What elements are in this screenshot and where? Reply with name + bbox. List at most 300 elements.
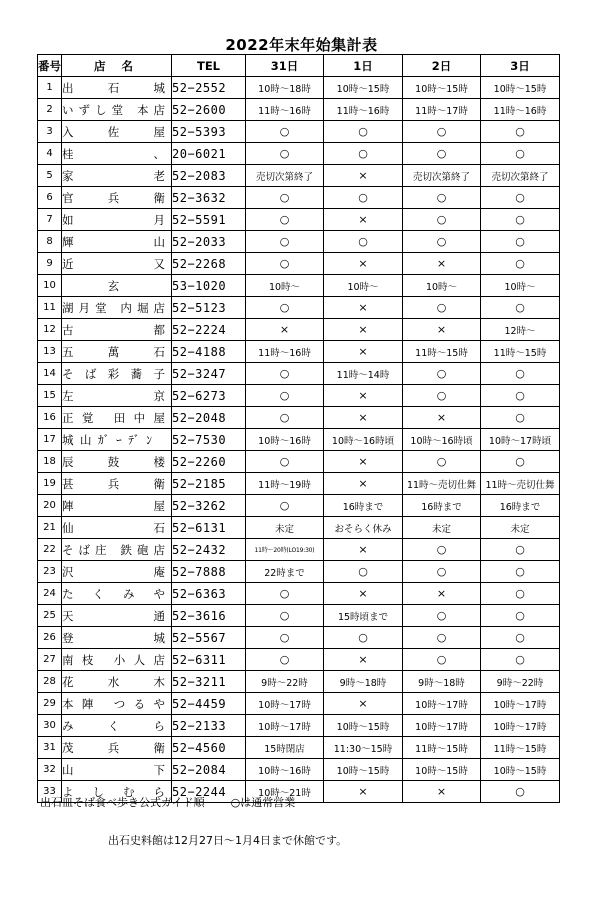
hours-d2: ○ bbox=[403, 121, 481, 143]
store-name bbox=[62, 231, 172, 253]
row-number: 31 bbox=[38, 737, 62, 759]
hours-d3: 10時〜17時頃 bbox=[481, 429, 560, 451]
hours-d3: ○ bbox=[481, 253, 560, 275]
store-tel: 20−6021 bbox=[172, 143, 246, 165]
hours-d2: 10時〜16時頃 bbox=[403, 429, 481, 451]
hours-d2: 11時〜売切仕舞 bbox=[403, 473, 481, 495]
hours-d3: 16時まで bbox=[481, 495, 560, 517]
store-name bbox=[62, 539, 172, 561]
row-number: 9 bbox=[38, 253, 62, 275]
row-number: 13 bbox=[38, 341, 62, 363]
store-name-text: 城山ｶﾞｰﾃﾞﾝ bbox=[62, 432, 159, 447]
row-number: 30 bbox=[38, 715, 62, 737]
hours-d31: ○ bbox=[246, 297, 324, 319]
hours-d1: × bbox=[324, 781, 403, 803]
row-number: 21 bbox=[38, 517, 62, 539]
table-row bbox=[38, 143, 560, 165]
store-tel: 52−5123 bbox=[172, 297, 246, 319]
store-tel: 52−2224 bbox=[172, 319, 246, 341]
store-tel: 52−2552 bbox=[172, 77, 246, 99]
hours-d3: ○ bbox=[481, 121, 560, 143]
hours-d2: 10時〜17時 bbox=[403, 693, 481, 715]
hours-d3: 11時〜15時 bbox=[481, 341, 560, 363]
table-row bbox=[38, 539, 560, 561]
hours-d31: 売切次第終了 bbox=[246, 165, 324, 187]
header-day-3: 3日 bbox=[481, 55, 560, 77]
row-number: 11 bbox=[38, 297, 62, 319]
hours-d31: ○ bbox=[246, 231, 324, 253]
hours-d3: ○ bbox=[481, 605, 560, 627]
hours-d2: 9時〜18時 bbox=[403, 671, 481, 693]
store-tel: 52−3616 bbox=[172, 605, 246, 627]
hours-d3: ○ bbox=[481, 649, 560, 671]
table-row bbox=[38, 187, 560, 209]
row-number: 12 bbox=[38, 319, 62, 341]
row-number: 8 bbox=[38, 231, 62, 253]
hours-d2: 10時〜15時 bbox=[403, 77, 481, 99]
hours-d2: 16時まで bbox=[403, 495, 481, 517]
hours-d31: 11時〜16時 bbox=[246, 99, 324, 121]
store-tel: 52−2048 bbox=[172, 407, 246, 429]
hours-d2: 10時〜 bbox=[403, 275, 481, 297]
hours-d31: × bbox=[246, 319, 324, 341]
hours-d2: 11時〜15時 bbox=[403, 341, 481, 363]
store-name-text: 南枝 小人店 bbox=[62, 652, 165, 667]
hours-d2: ○ bbox=[403, 385, 481, 407]
store-name-text: 辰鼓楼 bbox=[62, 454, 165, 469]
hours-d1: 16時まで bbox=[324, 495, 403, 517]
hours-d31: ○ bbox=[246, 253, 324, 275]
hours-d1: × bbox=[324, 165, 403, 187]
hours-d3: ○ bbox=[481, 231, 560, 253]
store-name bbox=[62, 737, 172, 759]
store-name-text: 山下 bbox=[62, 762, 165, 777]
hours-d1: × bbox=[324, 407, 403, 429]
hours-d3: 10時〜15時 bbox=[481, 759, 560, 781]
table-row bbox=[38, 165, 560, 187]
hours-d1: 10時〜15時 bbox=[324, 759, 403, 781]
store-name-text: 沢庵 bbox=[62, 564, 165, 579]
hours-d31: ○ bbox=[246, 605, 324, 627]
hours-d1: 10時〜15時 bbox=[324, 77, 403, 99]
table-row bbox=[38, 605, 560, 627]
hours-d1: ○ bbox=[324, 143, 403, 165]
store-name bbox=[62, 627, 172, 649]
table-row bbox=[38, 671, 560, 693]
store-name-text: 左京 bbox=[62, 388, 165, 403]
hours-d31: 10時〜16時 bbox=[246, 759, 324, 781]
store-tel: 52−2033 bbox=[172, 231, 246, 253]
hours-d2: ○ bbox=[403, 187, 481, 209]
header-day-2: 2日 bbox=[403, 55, 481, 77]
table-row bbox=[38, 253, 560, 275]
page-title: 2022年末年始集計表 bbox=[225, 36, 378, 54]
schedule-table bbox=[37, 54, 560, 803]
row-number: 17 bbox=[38, 429, 62, 451]
store-name bbox=[62, 99, 172, 121]
hours-d1: × bbox=[324, 451, 403, 473]
hours-d2: ○ bbox=[403, 209, 481, 231]
museum-closure-notice: 出石史料館は12月27日〜1月4日まで休館です。 bbox=[108, 834, 348, 847]
table-row bbox=[38, 473, 560, 495]
hours-d1: × bbox=[324, 649, 403, 671]
hours-d2: 10時〜15時 bbox=[403, 759, 481, 781]
store-name bbox=[62, 165, 172, 187]
store-name bbox=[62, 341, 172, 363]
store-tel: 52−2133 bbox=[172, 715, 246, 737]
hours-d2: ○ bbox=[403, 363, 481, 385]
hours-d2: × bbox=[403, 407, 481, 429]
hours-d3: 10時〜17時 bbox=[481, 693, 560, 715]
legend-note: ○は通常営業 bbox=[230, 796, 296, 809]
store-tel: 52−4188 bbox=[172, 341, 246, 363]
hours-d1: おそらく休み bbox=[324, 517, 403, 539]
store-name bbox=[62, 121, 172, 143]
hours-d3: 10時〜 bbox=[481, 275, 560, 297]
hours-d3: 12時〜 bbox=[481, 319, 560, 341]
store-name bbox=[62, 187, 172, 209]
store-tel: 52−2083 bbox=[172, 165, 246, 187]
hours-d31: ○ bbox=[246, 363, 324, 385]
hours-d3: ○ bbox=[481, 209, 560, 231]
hours-d3: 11時〜16時 bbox=[481, 99, 560, 121]
hours-d2: ○ bbox=[403, 297, 481, 319]
row-number: 32 bbox=[38, 759, 62, 781]
hours-d1: 10時〜 bbox=[324, 275, 403, 297]
hours-d2: 10時〜17時 bbox=[403, 715, 481, 737]
hours-d1: × bbox=[324, 385, 403, 407]
header-tel: TEL bbox=[172, 55, 246, 77]
store-name-text: 茂兵衛 bbox=[62, 740, 165, 755]
table-row bbox=[38, 649, 560, 671]
row-number: 19 bbox=[38, 473, 62, 495]
row-number: 27 bbox=[38, 649, 62, 671]
hours-d31: 10時〜 bbox=[246, 275, 324, 297]
store-name-text: たくみや bbox=[62, 586, 165, 601]
store-tel: 52−2268 bbox=[172, 253, 246, 275]
hours-d31: 22時まで bbox=[246, 561, 324, 583]
hours-d31: 10時〜17時 bbox=[246, 693, 324, 715]
hours-d31: 10時〜18時 bbox=[246, 77, 324, 99]
store-name-text: 湖月堂 内堀店 bbox=[62, 300, 165, 315]
store-name-text: 甚兵衛 bbox=[62, 476, 165, 491]
store-name bbox=[62, 429, 172, 451]
store-tel: 52−3211 bbox=[172, 671, 246, 693]
hours-d3: ○ bbox=[481, 385, 560, 407]
hours-d2: × bbox=[403, 319, 481, 341]
store-name-text: 桂、 bbox=[62, 146, 165, 161]
row-number: 1 bbox=[38, 77, 62, 99]
hours-d3: ○ bbox=[481, 187, 560, 209]
table-row bbox=[38, 209, 560, 231]
hours-d31: 10時〜21時 bbox=[246, 781, 324, 803]
store-name-text: よしむら bbox=[62, 784, 165, 799]
hours-d31: 11時〜20時(LO19:30) bbox=[246, 539, 324, 561]
store-name-text: 近又 bbox=[62, 256, 165, 271]
store-tel: 52−3262 bbox=[172, 495, 246, 517]
table-row bbox=[38, 495, 560, 517]
store-name bbox=[62, 297, 172, 319]
table-row bbox=[38, 407, 560, 429]
hours-d2: ○ bbox=[403, 451, 481, 473]
table-row bbox=[38, 715, 560, 737]
hours-d1: × bbox=[324, 253, 403, 275]
hours-d1: × bbox=[324, 693, 403, 715]
hours-d2: × bbox=[403, 583, 481, 605]
hours-d2: × bbox=[403, 253, 481, 275]
hours-d1: ○ bbox=[324, 561, 403, 583]
table-row bbox=[38, 121, 560, 143]
store-name bbox=[62, 759, 172, 781]
store-name-text: いずし堂 本店 bbox=[62, 102, 165, 117]
hours-d3: 10時〜15時 bbox=[481, 77, 560, 99]
hours-d1: × bbox=[324, 341, 403, 363]
store-tel: 52−5393 bbox=[172, 121, 246, 143]
hours-d1: × bbox=[324, 209, 403, 231]
store-name bbox=[62, 319, 172, 341]
header-day-31: 31日 bbox=[246, 55, 324, 77]
hours-d31: 未定 bbox=[246, 517, 324, 539]
row-number: 3 bbox=[38, 121, 62, 143]
store-name-text: 仙石 bbox=[62, 520, 165, 535]
hours-d2: ○ bbox=[403, 231, 481, 253]
row-number: 14 bbox=[38, 363, 62, 385]
store-name bbox=[62, 649, 172, 671]
store-tel: 52−2185 bbox=[172, 473, 246, 495]
hours-d1: ○ bbox=[324, 231, 403, 253]
store-tel: 52−3632 bbox=[172, 187, 246, 209]
table-body bbox=[38, 77, 560, 803]
store-name bbox=[62, 77, 172, 99]
store-name-text: 出石城 bbox=[62, 80, 165, 95]
store-name-text: 家老 bbox=[62, 168, 165, 183]
store-tel: 52−6311 bbox=[172, 649, 246, 671]
hours-d31: ○ bbox=[246, 121, 324, 143]
store-tel: 52−5591 bbox=[172, 209, 246, 231]
hours-d31: ○ bbox=[246, 649, 324, 671]
store-name-text: 登城 bbox=[62, 630, 165, 645]
store-name-text: そば庄 鉄砲店 bbox=[62, 542, 165, 557]
store-name-text: 天通 bbox=[62, 608, 165, 623]
hours-d31: ○ bbox=[246, 385, 324, 407]
hours-d3: 11時〜15時 bbox=[481, 737, 560, 759]
row-number: 16 bbox=[38, 407, 62, 429]
store-tel: 52−7530 bbox=[172, 429, 246, 451]
store-name bbox=[62, 583, 172, 605]
table-row bbox=[38, 77, 560, 99]
row-number: 26 bbox=[38, 627, 62, 649]
store-name bbox=[62, 143, 172, 165]
hours-d2: ○ bbox=[403, 605, 481, 627]
hours-d3: ○ bbox=[481, 451, 560, 473]
hours-d31: ○ bbox=[246, 407, 324, 429]
row-number: 10 bbox=[38, 275, 62, 297]
table-row bbox=[38, 363, 560, 385]
hours-d1: 9時〜18時 bbox=[324, 671, 403, 693]
store-name bbox=[62, 451, 172, 473]
hours-d31: ○ bbox=[246, 451, 324, 473]
hours-d3: 未定 bbox=[481, 517, 560, 539]
hours-d3: 9時〜22時 bbox=[481, 671, 560, 693]
store-tel: 52−2244 bbox=[172, 781, 246, 803]
guide-order-note: 出石皿そば食べ歩き公式ガイド順 bbox=[40, 796, 205, 809]
store-name-text: 正覚 田中屋 bbox=[62, 410, 165, 425]
hours-d1: × bbox=[324, 297, 403, 319]
row-number: 2 bbox=[38, 99, 62, 121]
table-row bbox=[38, 737, 560, 759]
hours-d31: ○ bbox=[246, 143, 324, 165]
row-number: 15 bbox=[38, 385, 62, 407]
hours-d31: ○ bbox=[246, 187, 324, 209]
store-name bbox=[62, 363, 172, 385]
hours-d3: ○ bbox=[481, 297, 560, 319]
hours-d2: ○ bbox=[403, 627, 481, 649]
store-name bbox=[62, 495, 172, 517]
row-number: 22 bbox=[38, 539, 62, 561]
table-row bbox=[38, 319, 560, 341]
store-name-text: 官兵衛 bbox=[62, 190, 165, 205]
row-number: 18 bbox=[38, 451, 62, 473]
table-row bbox=[38, 275, 560, 297]
hours-d31: ○ bbox=[246, 209, 324, 231]
row-number: 25 bbox=[38, 605, 62, 627]
hours-d1: 11時〜16時 bbox=[324, 99, 403, 121]
table-row bbox=[38, 583, 560, 605]
hours-d3: ○ bbox=[481, 627, 560, 649]
header-store-name: 店 名 bbox=[62, 55, 172, 77]
store-name bbox=[62, 517, 172, 539]
store-tel: 52−4459 bbox=[172, 693, 246, 715]
hours-d1: × bbox=[324, 539, 403, 561]
table-row bbox=[38, 693, 560, 715]
hours-d1: 10時〜16時頃 bbox=[324, 429, 403, 451]
hours-d2: ○ bbox=[403, 539, 481, 561]
store-name bbox=[62, 407, 172, 429]
store-name bbox=[62, 671, 172, 693]
hours-d31: ○ bbox=[246, 583, 324, 605]
hours-d31: 9時〜22時 bbox=[246, 671, 324, 693]
hours-d3: 10時〜17時 bbox=[481, 715, 560, 737]
table-row bbox=[38, 759, 560, 781]
row-number: 6 bbox=[38, 187, 62, 209]
row-number: 29 bbox=[38, 693, 62, 715]
table-row bbox=[38, 231, 560, 253]
table-row bbox=[38, 561, 560, 583]
hours-d31: ○ bbox=[246, 495, 324, 517]
hours-d31: 10時〜17時 bbox=[246, 715, 324, 737]
store-tel: 52−5567 bbox=[172, 627, 246, 649]
store-name bbox=[62, 253, 172, 275]
store-tel: 53−1020 bbox=[172, 275, 246, 297]
store-name-text: 入佐屋 bbox=[62, 124, 165, 139]
store-tel: 52−6131 bbox=[172, 517, 246, 539]
header-number: 番号 bbox=[38, 55, 62, 77]
store-name bbox=[62, 715, 172, 737]
store-name-text: 玄 bbox=[107, 278, 120, 293]
footer-note bbox=[40, 794, 295, 810]
row-number: 5 bbox=[38, 165, 62, 187]
store-tel: 52−2432 bbox=[172, 539, 246, 561]
store-name-text: 陣屋 bbox=[62, 498, 165, 513]
hours-d1: 11時〜14時 bbox=[324, 363, 403, 385]
hours-d1: ○ bbox=[324, 121, 403, 143]
header-row bbox=[38, 55, 560, 77]
hours-d1: × bbox=[324, 319, 403, 341]
store-tel: 52−2260 bbox=[172, 451, 246, 473]
hours-d31: ○ bbox=[246, 627, 324, 649]
row-number: 20 bbox=[38, 495, 62, 517]
store-name-text: 輝山 bbox=[62, 234, 165, 249]
store-name bbox=[62, 561, 172, 583]
hours-d3: ○ bbox=[481, 539, 560, 561]
store-tel: 52−6273 bbox=[172, 385, 246, 407]
table-row bbox=[38, 99, 560, 121]
header-day-1: 1日 bbox=[324, 55, 403, 77]
store-tel: 52−7888 bbox=[172, 561, 246, 583]
store-tel: 52−2600 bbox=[172, 99, 246, 121]
hours-d1: ○ bbox=[324, 627, 403, 649]
table-row bbox=[38, 341, 560, 363]
hours-d2: 11時〜15時 bbox=[403, 737, 481, 759]
hours-d2: × bbox=[403, 781, 481, 803]
hours-d31: 11時〜16時 bbox=[246, 341, 324, 363]
hours-d3: ○ bbox=[481, 363, 560, 385]
hours-d3: ○ bbox=[481, 407, 560, 429]
table-row bbox=[38, 517, 560, 539]
row-number: 33 bbox=[38, 781, 62, 803]
hours-d31: 10時〜16時 bbox=[246, 429, 324, 451]
hours-d31: 11時〜19時 bbox=[246, 473, 324, 495]
hours-d3: ○ bbox=[481, 583, 560, 605]
table-row bbox=[38, 385, 560, 407]
store-name bbox=[62, 275, 172, 297]
hours-d2: ○ bbox=[403, 143, 481, 165]
store-name-text: 花水木 bbox=[62, 674, 165, 689]
store-name bbox=[62, 605, 172, 627]
store-tel: 52−3247 bbox=[172, 363, 246, 385]
table-row bbox=[38, 451, 560, 473]
table-row bbox=[38, 297, 560, 319]
store-name bbox=[62, 473, 172, 495]
store-name-text: そば彩蕎子 bbox=[62, 366, 165, 381]
hours-d3: 売切次第終了 bbox=[481, 165, 560, 187]
hours-d2: 未定 bbox=[403, 517, 481, 539]
store-name-text: 古都 bbox=[62, 322, 165, 337]
store-tel: 52−6363 bbox=[172, 583, 246, 605]
row-number: 28 bbox=[38, 671, 62, 693]
hours-d2: ○ bbox=[403, 561, 481, 583]
row-number: 23 bbox=[38, 561, 62, 583]
store-name-text: みくら bbox=[62, 718, 165, 733]
hours-d3: 11時〜売切仕舞 bbox=[481, 473, 560, 495]
hours-d2: 11時〜17時 bbox=[403, 99, 481, 121]
row-number: 24 bbox=[38, 583, 62, 605]
store-name-text: 五萬石 bbox=[62, 344, 165, 359]
hours-d31: 15時閉店 bbox=[246, 737, 324, 759]
hours-d3: ○ bbox=[481, 781, 560, 803]
row-number: 4 bbox=[38, 143, 62, 165]
store-name bbox=[62, 209, 172, 231]
store-tel: 52−2084 bbox=[172, 759, 246, 781]
store-tel: 52−4560 bbox=[172, 737, 246, 759]
hours-d2: 売切次第終了 bbox=[403, 165, 481, 187]
hours-d1: × bbox=[324, 473, 403, 495]
store-name bbox=[62, 693, 172, 715]
table-row bbox=[38, 429, 560, 451]
hours-d1: 11:30〜15時 bbox=[324, 737, 403, 759]
hours-d1: ○ bbox=[324, 187, 403, 209]
hours-d2: ○ bbox=[403, 649, 481, 671]
